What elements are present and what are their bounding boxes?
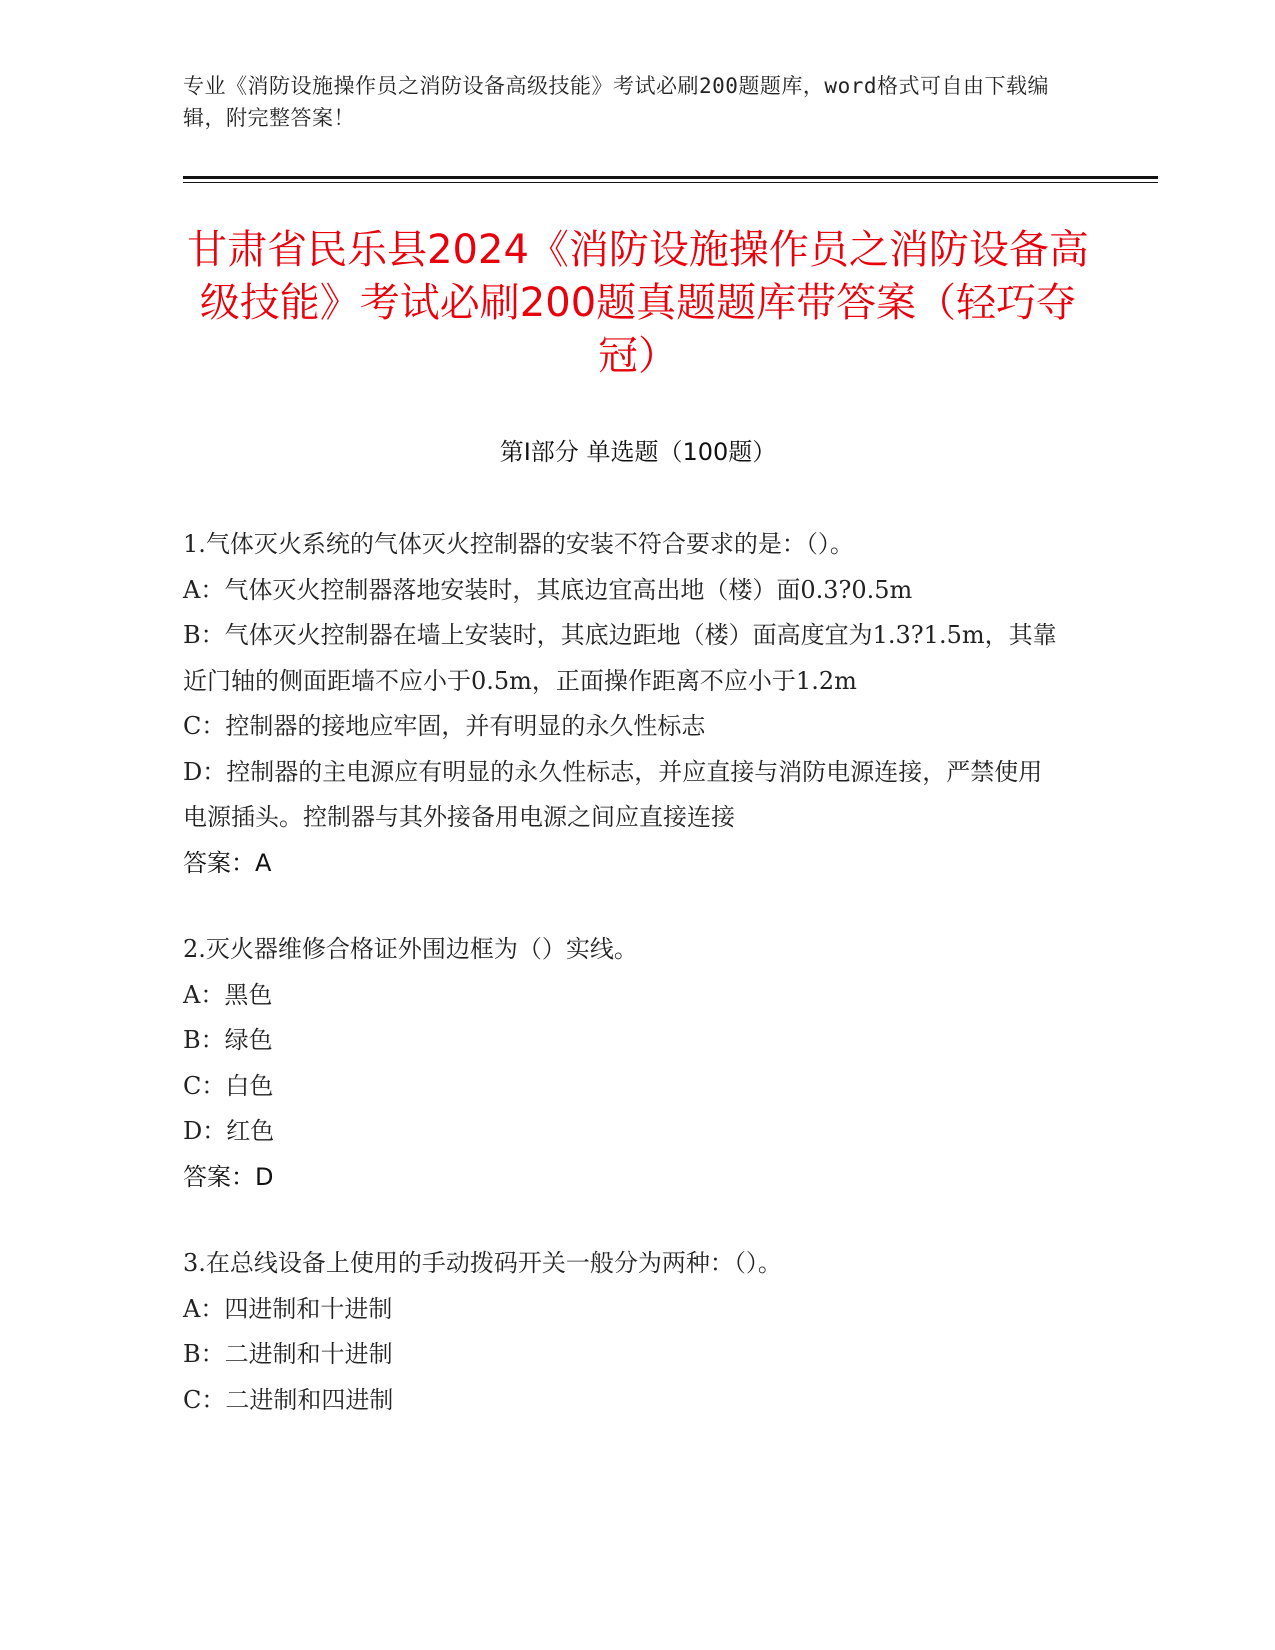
header-note: 专业《消防设施操作员之消防设备高级技能》考试必刷200题题库，word格式可自由下载编辑，附完整答案！ bbox=[183, 74, 1049, 130]
question-stem: 3.在总线设备上使用的手动拨码开关一般分为两种：（）。 bbox=[183, 1249, 782, 1277]
document-title: 甘肃省民乐县2024《消防设施操作员之消防设备高级技能》考试必刷200题真题题库带答案（轻巧夺冠） bbox=[187, 227, 1089, 379]
section-heading: 第I部分 单选题（100题） bbox=[499, 438, 777, 466]
question-2 bbox=[183, 927, 1063, 1200]
option-b: B：气体灭火控制器在墙上安装时，其底边距地（楼）面高度宜为1.3?1.5m，其靠近门轴的侧面距墙不应小于0.5m，正面操作距离不应小于1.2m bbox=[183, 621, 1057, 695]
answer: 答案：D bbox=[183, 1162, 274, 1191]
option-a: A：四进制和十进制 bbox=[183, 1294, 393, 1323]
option-a: A：气体灭火控制器落地安装时，其底边宜高出地（楼）面0.3?0.5m bbox=[183, 575, 913, 604]
option-c: C：控制器的接地应牢固，并有明显的永久性标志 bbox=[183, 712, 706, 740]
header-rule-thick bbox=[183, 176, 1158, 179]
option-d: D：控制器的主电源应有明显的永久性标志，并应直接与消防电源连接，严禁使用电源插头。控制器与其外接备用电源之间应直接连接 bbox=[183, 757, 1043, 831]
question-1 bbox=[183, 522, 1063, 886]
option-c: C：白色 bbox=[183, 1071, 274, 1100]
question-list bbox=[183, 522, 1063, 1464]
header-rule-thin bbox=[183, 182, 1158, 183]
question-stem: 2.灭火器维修合格证外围边框为（）实线。 bbox=[183, 935, 638, 963]
answer: 答案：A bbox=[183, 848, 272, 877]
option-d: D：红色 bbox=[183, 1117, 275, 1145]
option-c: C：二进制和四进制 bbox=[183, 1385, 394, 1414]
question-stem: 1.气体灭火系统的气体灭火控制器的安装不符合要求的是：（）。 bbox=[183, 530, 854, 558]
question-3 bbox=[183, 1241, 1063, 1423]
option-a: A：黑色 bbox=[183, 980, 273, 1009]
option-b: B：二进制和十进制 bbox=[183, 1340, 393, 1368]
option-b: B：绿色 bbox=[183, 1026, 273, 1054]
